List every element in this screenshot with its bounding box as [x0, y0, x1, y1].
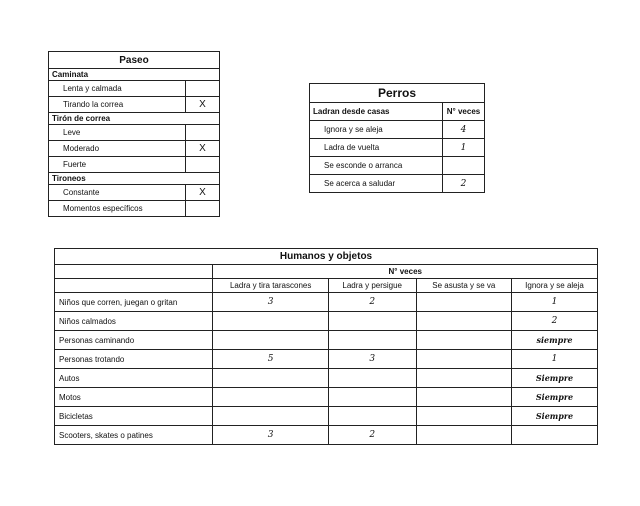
row-label: Se esconde o arranca — [310, 157, 443, 175]
cell-value: 2 — [328, 426, 416, 445]
table-row — [49, 125, 220, 141]
empty-header — [55, 265, 213, 279]
cell-value — [512, 426, 598, 445]
row-label: Motos — [55, 388, 213, 407]
table-row — [49, 97, 220, 113]
paseo-title: Paseo — [49, 52, 220, 69]
cell-value: 3 — [213, 426, 328, 445]
table-row — [310, 121, 485, 139]
table-row — [55, 331, 598, 350]
cell-value — [328, 388, 416, 407]
row-count — [443, 157, 485, 175]
cell-value — [213, 331, 328, 350]
row-label: Leve — [49, 125, 186, 141]
table-row — [49, 141, 220, 157]
row-label: Bicicletas — [55, 407, 213, 426]
cell-value — [213, 312, 328, 331]
table-row — [310, 175, 485, 193]
cell-value: 1 — [512, 293, 598, 312]
row-label: Se acerca a saludar — [310, 175, 443, 193]
cell-value: Siempre — [512, 369, 598, 388]
row-count: 4 — [443, 121, 485, 139]
cell-value — [416, 312, 511, 331]
row-count: 1 — [443, 139, 485, 157]
row-mark — [186, 201, 220, 217]
cell-value: 5 — [213, 350, 328, 369]
cell-value — [416, 331, 511, 350]
section-tiron-de-correa: Tirón de correa — [49, 113, 220, 125]
row-mark — [186, 81, 220, 97]
row-label: Constante — [49, 185, 186, 201]
row-label: Ignora y se aleja — [310, 121, 443, 139]
table-row — [310, 157, 485, 175]
cell-value — [213, 369, 328, 388]
column-header: Ladra y tira tarascones — [213, 279, 328, 293]
row-label: Niños que corren, juegan o gritan — [55, 293, 213, 312]
cell-value: 2 — [328, 293, 416, 312]
count-header: N° veces — [213, 265, 598, 279]
row-mark: X — [186, 97, 220, 113]
header-label: Ladran desde casas — [310, 103, 443, 121]
table-row — [55, 426, 598, 445]
row-mark — [186, 125, 220, 141]
table-row — [49, 201, 220, 217]
section-caminata: Caminata — [49, 69, 220, 81]
cell-value: 2 — [512, 312, 598, 331]
table-row — [310, 139, 485, 157]
cell-value — [328, 407, 416, 426]
cell-value: siempre — [512, 331, 598, 350]
humanos-table — [54, 248, 598, 445]
cell-value — [328, 312, 416, 331]
row-mark — [186, 157, 220, 173]
cell-value — [328, 331, 416, 350]
cell-value — [416, 407, 511, 426]
cell-value — [416, 426, 511, 445]
row-label: Niños calmados — [55, 312, 213, 331]
column-header: Ignora y se aleja — [512, 279, 598, 293]
cell-value — [328, 369, 416, 388]
table-row — [55, 293, 598, 312]
table-row — [55, 369, 598, 388]
column-header: Se asusta y se va — [416, 279, 511, 293]
cell-value — [213, 388, 328, 407]
table-row — [55, 388, 598, 407]
row-label: Lenta y calmada — [49, 81, 186, 97]
row-label: Personas trotando — [55, 350, 213, 369]
humanos-title: Humanos y objetos — [55, 249, 598, 265]
cell-value — [416, 293, 511, 312]
table-row — [55, 407, 598, 426]
paseo-table — [48, 51, 220, 217]
row-label: Fuerte — [49, 157, 186, 173]
cell-value — [416, 388, 511, 407]
cell-value: Siempre — [512, 388, 598, 407]
empty-header — [55, 279, 213, 293]
table-row — [55, 350, 598, 369]
section-tironeos: Tironeos — [49, 173, 220, 185]
column-header: Ladra y persigue — [328, 279, 416, 293]
cell-value — [416, 369, 511, 388]
row-mark: X — [186, 185, 220, 201]
cell-value — [213, 407, 328, 426]
cell-value — [416, 350, 511, 369]
row-label: Personas caminando — [55, 331, 213, 350]
perros-title: Perros — [310, 84, 485, 103]
row-label: Scooters, skates o patines — [55, 426, 213, 445]
cell-value: 1 — [512, 350, 598, 369]
cell-value: 3 — [213, 293, 328, 312]
row-label: Tirando la correa — [49, 97, 186, 113]
row-label: Ladra de vuelta — [310, 139, 443, 157]
perros-table — [309, 83, 485, 193]
table-row — [49, 185, 220, 201]
row-label: Moderado — [49, 141, 186, 157]
cell-value: 3 — [328, 350, 416, 369]
row-label: Momentos específicos — [49, 201, 186, 217]
header-count: N° veces — [443, 103, 485, 121]
table-row — [49, 157, 220, 173]
table-row — [55, 312, 598, 331]
row-count: 2 — [443, 175, 485, 193]
row-mark: X — [186, 141, 220, 157]
cell-value: Siempre — [512, 407, 598, 426]
row-label: Autos — [55, 369, 213, 388]
table-row — [49, 81, 220, 97]
